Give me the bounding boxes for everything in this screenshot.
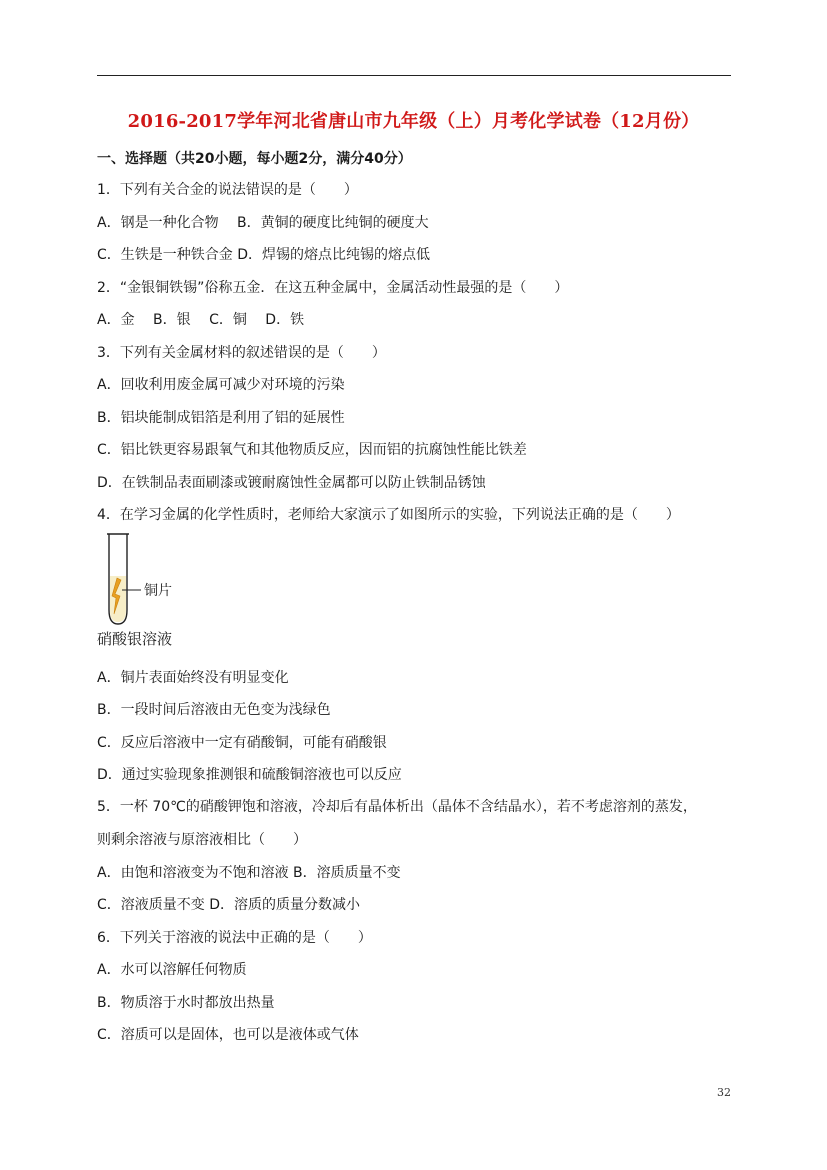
option-line: B．一段时间后溶液由无色变为浅绿色 <box>97 702 331 718</box>
option-line: B．铝块能制成铝箔是利用了铝的延展性 <box>97 410 345 426</box>
solution-label: 硝酸银溶液 <box>97 630 173 648</box>
test-tube-figure <box>97 532 197 652</box>
exam-title: 2016-2017学年河北省唐山市九年级（上）月考化学试卷（12月份） <box>127 111 700 132</box>
question-3: 3．下列有关金属材料的叙述错误的是（ ） <box>97 345 386 361</box>
header-rule <box>97 75 731 76</box>
option-line: D．在铁制品表面刷漆或镀耐腐蚀性金属都可以防止铁制品锈蚀 <box>97 475 486 491</box>
question-5: 5．一杯 70℃的硝酸钾饱和溶液，冷却后有晶体析出（晶体不含结晶水），若不考虑溶剂的蒸发， <box>97 799 697 815</box>
copper-label: 铜片 <box>144 583 172 599</box>
option-line: A．铜片表面始终没有明显变化 <box>97 670 289 686</box>
page-number: 32 <box>717 1086 731 1099</box>
option-line: B．物质溶于水时都放出热量 <box>97 995 275 1011</box>
option-line: C．铝比铁更容易跟氧气和其他物质反应，因而铝的抗腐蚀性能比铁差 <box>97 442 527 458</box>
option-line: C．反应后溶液中一定有硝酸铜，可能有硝酸银 <box>97 735 387 751</box>
option-line: D．通过实验现象推测银和硫酸铜溶液也可以反应 <box>97 767 402 783</box>
option-line: A．由饱和溶液变为不饱和溶液 B．溶质质量不变 <box>97 865 401 881</box>
option-line: C．溶质可以是固体，也可以是液体或气体 <box>97 1027 359 1043</box>
option-line: C．溶液质量不变 D．溶质的质量分数减小 <box>97 897 361 913</box>
option-line: A．金 B．银 C．铜 D．铁 <box>97 312 305 328</box>
option-line: A．回收利用废金属可减少对环境的污染 <box>97 377 345 393</box>
option-line: A．钢是一种化合物 B．黄铜的硬度比纯铜的硬度大 <box>97 215 429 231</box>
option-line: C．生铁是一种铁合金 D．焊锡的熔点比纯锡的熔点低 <box>97 247 431 263</box>
question-1: 1．下列有关合金的说法错误的是（ ） <box>97 182 358 198</box>
question-2: 2．“金银铜铁锡”俗称五金．在这五种金属中，金属活动性最强的是（ ） <box>97 280 569 296</box>
question-5-cont: 则剩余溶液与原溶液相比（ ） <box>97 832 307 848</box>
section-heading: 一、选择题（共20小题，每小题2分，满分40分） <box>97 151 412 167</box>
question-4: 4．在学习金属的化学性质时，老师给大家演示了如图所示的实验，下列说法正确的是（ ） <box>97 507 680 523</box>
question-6: 6．下列关于溶液的说法中正确的是（ ） <box>97 930 372 946</box>
option-line: A．水可以溶解任何物质 <box>97 962 247 978</box>
